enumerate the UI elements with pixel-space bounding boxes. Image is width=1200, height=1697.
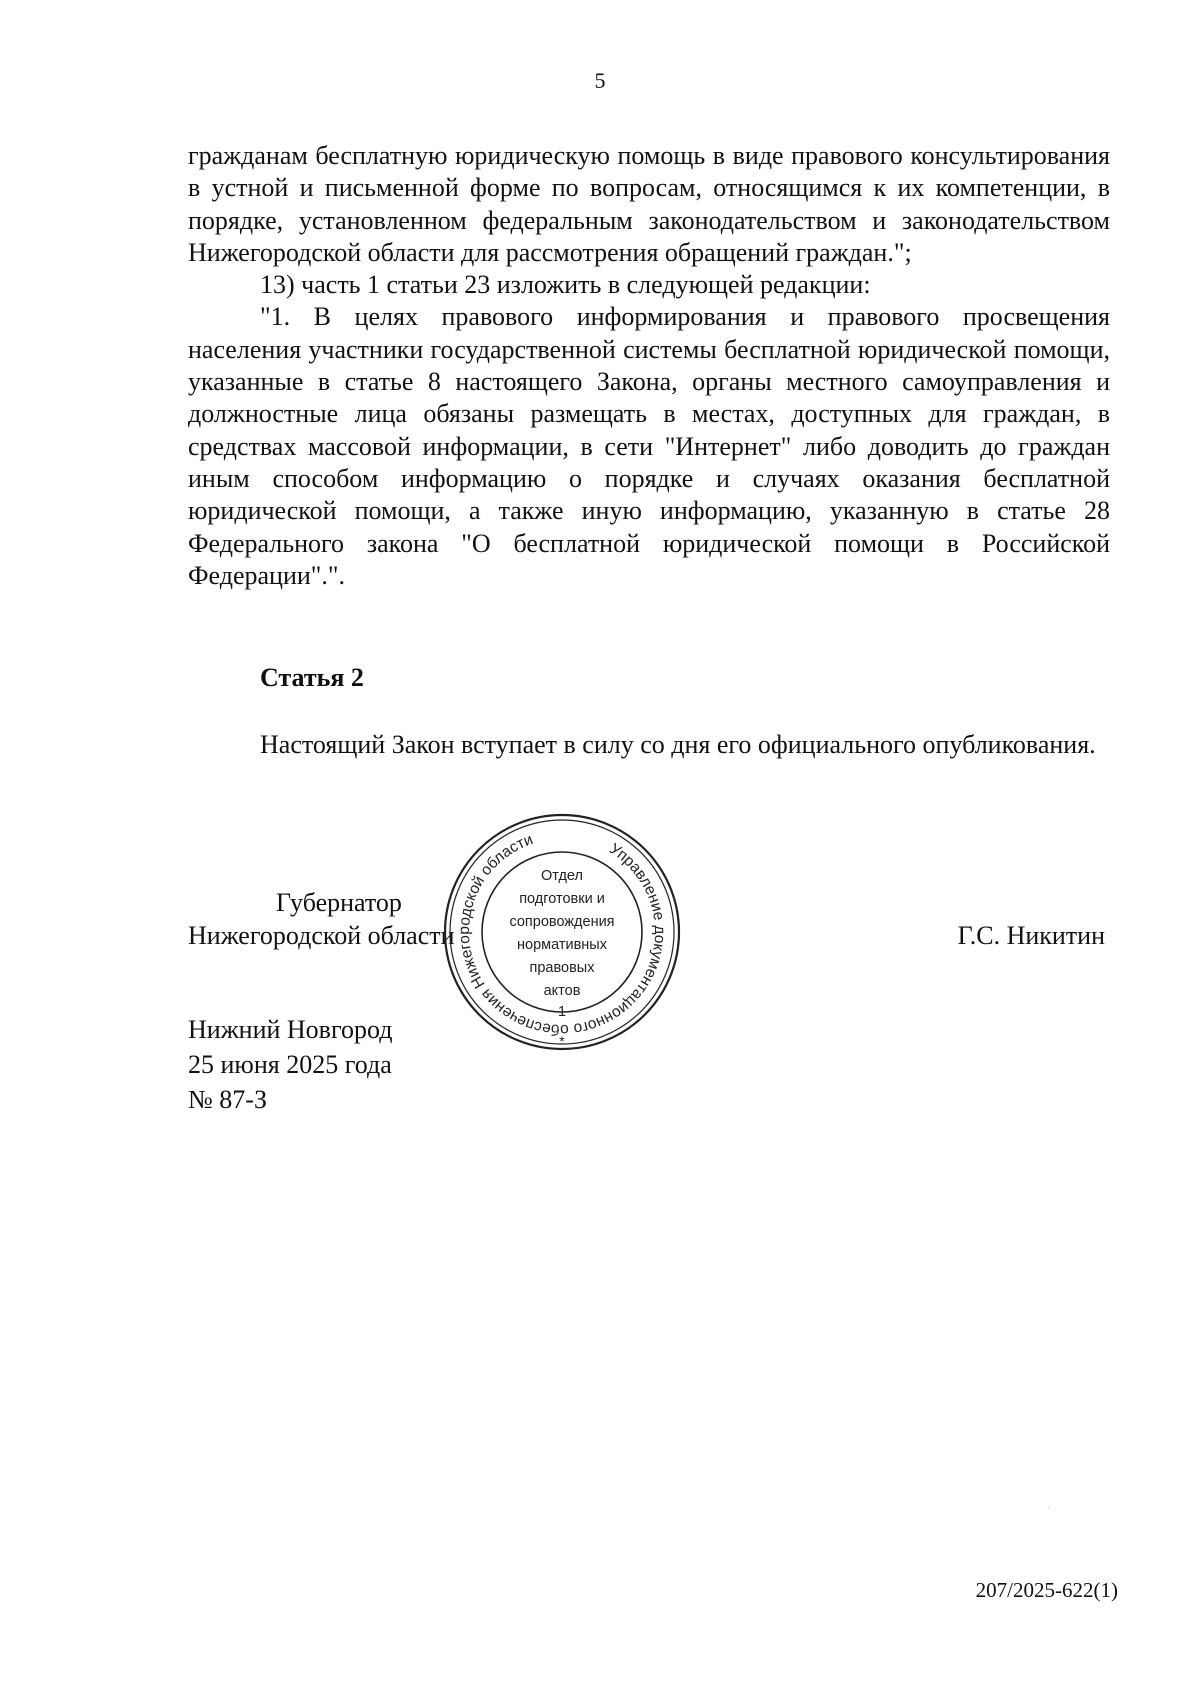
seal-line-4: нормативных [517,937,607,953]
page-number: 5 [594,68,606,93]
signatory-name: Г.С. Никитин [957,921,1105,950]
paragraph-amendment-13: 13) часть 1 статьи 23 изложить в следующей редакции: [260,270,871,300]
official-seal [442,812,682,1052]
seal-line-7: 1 [557,1004,567,1020]
article-heading: Статья 2 [260,663,364,692]
seal-line-1: Отдел [541,868,583,884]
document-code: 207/2025-622(1) [975,1578,1118,1602]
signatory-title: Губернатор [276,888,402,917]
seal-star: * [559,1033,565,1049]
seal-line-6: актов [543,983,581,999]
seal-line-3: сопровождения [509,914,615,930]
seal-line-5: правовых [529,960,595,976]
signing-date: 25 июня 2025 года [188,1050,392,1079]
seal-ring-text: Управление документационного обеспечения Нижегородской области [455,831,669,1039]
paragraph-continuation: гражданам бесплатную юридическую помощь в виде правового консультирования в устной и письменной форме по вопросам, относящимся к их компетенции, в порядке, установленном федеральным законодательством и законодательством Нижегородской области для рассмотрения обращений граждан."; [188,141,1110,267]
scan-artifact [1048,1507,1049,1508]
seal-line-2: подготовки и [519,891,605,907]
document-body [188,140,1110,592]
article-text: Настоящий Закон вступает в силу со дня его официального опубликования. [260,730,1096,759]
signatory-region: Нижегородской области [188,921,455,950]
law-number: № 87-З [188,1085,267,1114]
paragraph-quoted-text: "1. В целях правового информирования и правового просвещения населения участники государственной системы бесплатной юридической помощи, указанные в статье 8 настоящего Закона, органы местного самоуправления и должностные лица обязаны размещать в местах, доступных для граждан, в средствах массовой информации, в сети "Интернет" либо доводить до граждан иным способом информацию о порядке и случаях оказания бесплатной юридической помощи, а также иную информацию, указанную в статье 28 Федерального закона "О бесплатной юридической помощи в Российской Федерации".". [188,302,1110,590]
place-of-signing: Нижний Новгород [188,1015,393,1044]
